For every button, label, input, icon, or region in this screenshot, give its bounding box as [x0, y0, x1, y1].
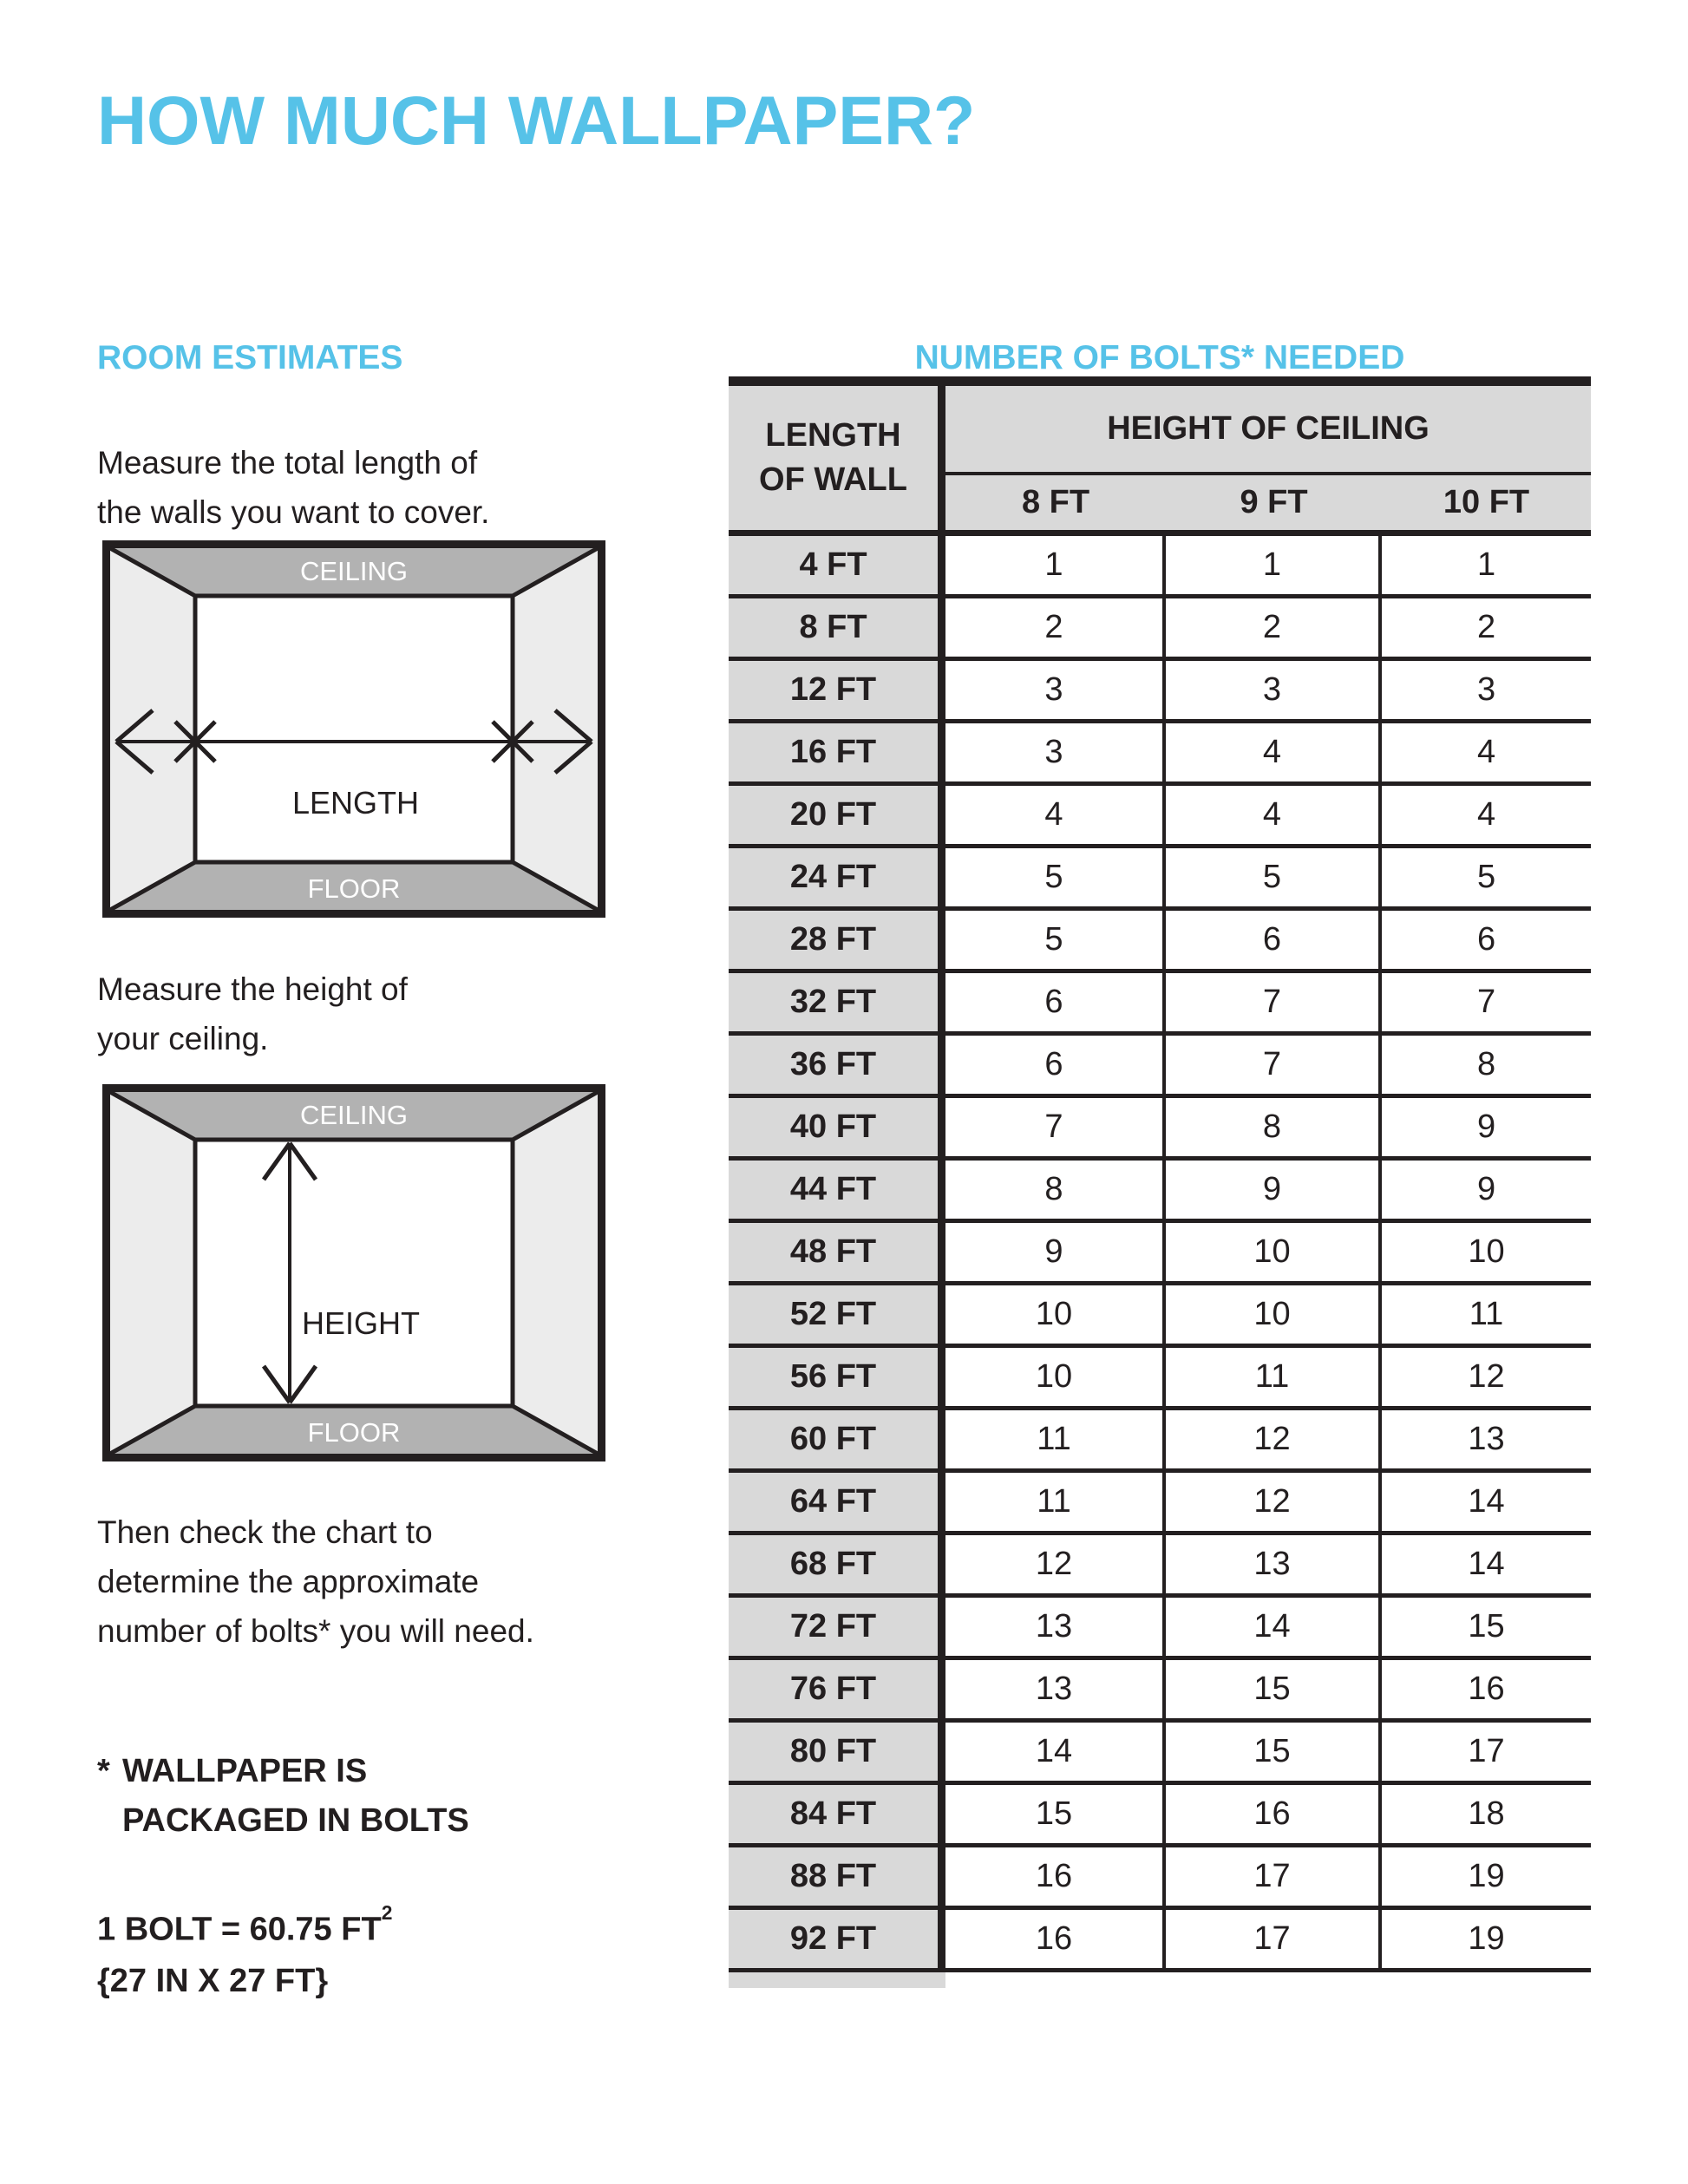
bolts-10ft-cell: 10 [1382, 1223, 1591, 1285]
bolts-8ft-cell: 6 [945, 1036, 1166, 1098]
bolts-8ft-cell: 3 [945, 723, 1166, 786]
bolts-10ft-cell: 5 [1382, 848, 1591, 911]
wall-length-cell: 32 FT [729, 973, 945, 1036]
table-row [729, 848, 1591, 911]
bolts-8ft-cell: 10 [945, 1348, 1166, 1410]
wall-length-cell: 60 FT [729, 1410, 945, 1473]
bolts-9ft-cell: 15 [1166, 1660, 1382, 1723]
bolts-9ft-cell: 17 [1166, 1910, 1382, 1972]
bolts-10ft-cell: 17 [1382, 1723, 1591, 1785]
bolts-needed-heading: NUMBER OF BOLTS* NEEDED [914, 339, 1405, 376]
bolts-10ft-cell: 8 [1382, 1036, 1591, 1098]
bolts-8ft-cell: 13 [945, 1598, 1166, 1660]
table-row [729, 786, 1591, 848]
bolts-9ft-cell: 10 [1166, 1285, 1382, 1348]
bolts-9ft-cell: 7 [1166, 1036, 1382, 1098]
bolts-8ft-cell: 4 [945, 786, 1166, 848]
wall-length-cell: 16 FT [729, 723, 945, 786]
header-line: LENGTH [765, 417, 901, 454]
length-label: LENGTH [291, 785, 420, 821]
wall-length-cell: 44 FT [729, 1161, 945, 1223]
room-estimates-heading: ROOM ESTIMATES [97, 339, 403, 376]
wall-length-cell: 8 FT [729, 598, 945, 661]
ceiling-label: CEILING [299, 556, 409, 586]
bolts-10ft-cell: 12 [1382, 1348, 1591, 1410]
bolts-10ft-cell: 19 [1382, 1847, 1591, 1910]
bolts-10ft-cell: 14 [1382, 1535, 1591, 1598]
paragraph-line: determine the approximate [97, 1564, 480, 1599]
table-row [729, 1535, 1591, 1598]
bolts-table-container [729, 376, 1591, 1988]
bolts-8ft-cell: 7 [945, 1098, 1166, 1161]
wall-length-cell: 56 FT [729, 1348, 945, 1410]
wall-length-cell: 68 FT [729, 1535, 945, 1598]
ceiling-10ft-header: 10 FT [1382, 475, 1591, 536]
footnote-line [97, 1747, 469, 1796]
bolts-10ft-cell: 2 [1382, 598, 1591, 661]
footnote-line: PACKAGED IN BOLTS [122, 1802, 469, 1839]
table-row [729, 598, 1591, 661]
bolts-8ft-cell: 16 [945, 1847, 1166, 1910]
bolts-9ft-cell: 10 [1166, 1223, 1382, 1285]
bolt-equation-text: 1 BOLT = 60.75 FT [97, 1911, 382, 1948]
bolts-9ft-cell: 17 [1166, 1847, 1382, 1910]
back-wall [195, 1140, 513, 1406]
paragraph-line: the walls you want to cover. [97, 494, 490, 530]
table-row [729, 1785, 1591, 1847]
bolt-dimensions: {27 IN X 27 FT} [97, 1962, 329, 1999]
paragraph-line: your ceiling. [97, 1021, 269, 1056]
squared-superscript: 2 [381, 1900, 393, 1924]
bolts-8ft-cell: 1 [945, 536, 1166, 598]
height-of-ceiling-header: HEIGHT OF CEILING [945, 386, 1591, 475]
bolts-8ft-cell: 8 [945, 1161, 1166, 1223]
room-length-diagram [102, 540, 605, 918]
bolts-8ft-cell: 3 [945, 661, 1166, 723]
bolts-9ft-cell: 11 [1166, 1348, 1382, 1410]
bolts-10ft-cell: 11 [1382, 1285, 1591, 1348]
wall-length-cell: 48 FT [729, 1223, 945, 1285]
wall-length-cell: 40 FT [729, 1098, 945, 1161]
back-wall [195, 596, 513, 862]
table-row [729, 1473, 1591, 1535]
bolt-size-info [97, 1896, 392, 2007]
ceiling-8ft-header: 8 FT [945, 475, 1166, 536]
bolts-8ft-cell: 9 [945, 1223, 1166, 1285]
floor-label: FLOOR [307, 1417, 401, 1448]
ceiling-9ft-header: 9 FT [1166, 475, 1382, 536]
table-row [729, 536, 1591, 598]
bolts-9ft-cell: 13 [1166, 1535, 1382, 1598]
bolts-9ft-cell: 1 [1166, 536, 1382, 598]
table-row [729, 661, 1591, 723]
table-row [729, 1223, 1591, 1285]
bolts-8ft-cell: 10 [945, 1285, 1166, 1348]
wall-length-cell: 64 FT [729, 1473, 945, 1535]
bolts-8ft-cell: 14 [945, 1723, 1166, 1785]
bolts-10ft-cell: 9 [1382, 1098, 1591, 1161]
bolts-9ft-cell: 12 [1166, 1473, 1382, 1535]
table-row [729, 1723, 1591, 1785]
bolts-10ft-cell: 9 [1382, 1161, 1591, 1223]
measure-length-paragraph [97, 438, 489, 537]
bolt-equation [97, 1896, 392, 1956]
table-row [729, 1660, 1591, 1723]
wall-length-cell: 28 FT [729, 911, 945, 973]
measure-height-paragraph [97, 964, 408, 1063]
bolts-9ft-cell: 4 [1166, 723, 1382, 786]
paragraph-line: Then check the chart to [97, 1514, 433, 1550]
wall-length-cell: 4 FT [729, 536, 945, 598]
table-row [729, 723, 1591, 786]
bolts-9ft-cell: 14 [1166, 1598, 1382, 1660]
table-row [729, 911, 1591, 973]
table-row [729, 1847, 1591, 1910]
wall-length-cell: 72 FT [729, 1598, 945, 1660]
bolts-10ft-cell: 18 [1382, 1785, 1591, 1847]
bolts-9ft-cell: 2 [1166, 598, 1382, 661]
table-row [729, 1348, 1591, 1410]
table-row [729, 1161, 1591, 1223]
table-row [729, 1285, 1591, 1348]
bolts-9ft-cell: 5 [1166, 848, 1382, 911]
bolts-8ft-cell: 2 [945, 598, 1166, 661]
bolts-10ft-cell: 19 [1382, 1910, 1591, 1972]
wall-length-cell: 84 FT [729, 1785, 945, 1847]
bolts-10ft-cell: 7 [1382, 973, 1591, 1036]
bolts-10ft-cell: 15 [1382, 1598, 1591, 1660]
asterisk-marker: * [97, 1753, 110, 1789]
table-row [729, 973, 1591, 1036]
wall-length-cell: 80 FT [729, 1723, 945, 1785]
wall-length-cell: 76 FT [729, 1660, 945, 1723]
paragraph-line: number of bolts* you will need. [97, 1613, 534, 1649]
bolts-9ft-cell: 12 [1166, 1410, 1382, 1473]
bolts-10ft-cell: 16 [1382, 1660, 1591, 1723]
bolts-8ft-cell: 16 [945, 1910, 1166, 1972]
bolts-8ft-cell: 11 [945, 1410, 1166, 1473]
bolts-10ft-cell: 6 [1382, 911, 1591, 973]
bolts-10ft-cell: 3 [1382, 661, 1591, 723]
bolts-9ft-cell: 6 [1166, 911, 1382, 973]
bolts-8ft-cell: 5 [945, 848, 1166, 911]
table-row [729, 1410, 1591, 1473]
table-row [729, 1098, 1591, 1161]
bolt-footnote [97, 1747, 469, 1846]
bolts-9ft-cell: 4 [1166, 786, 1382, 848]
table-row [729, 1910, 1591, 1972]
table-row [729, 1598, 1591, 1660]
ceiling-label: CEILING [299, 1100, 409, 1130]
paragraph-line: Measure the height of [97, 971, 408, 1007]
page-title: HOW MUCH WALLPAPER? [97, 82, 976, 159]
bolts-9ft-cell: 8 [1166, 1098, 1382, 1161]
floor-label: FLOOR [307, 873, 401, 904]
header-line: OF WALL [759, 461, 907, 498]
length-of-wall-header [729, 386, 945, 536]
paragraph-line: Measure the total length of [97, 445, 478, 481]
bolts-9ft-cell: 16 [1166, 1785, 1382, 1847]
wall-length-cell: 88 FT [729, 1847, 945, 1910]
bolts-10ft-cell: 13 [1382, 1410, 1591, 1473]
bolts-10ft-cell: 4 [1382, 786, 1591, 848]
bolts-9ft-cell: 15 [1166, 1723, 1382, 1785]
bolts-8ft-cell: 11 [945, 1473, 1166, 1535]
bolts-10ft-cell: 1 [1382, 536, 1591, 598]
check-chart-paragraph [97, 1507, 534, 1656]
bolts-9ft-cell: 9 [1166, 1161, 1382, 1223]
bolts-9ft-cell: 7 [1166, 973, 1382, 1036]
cropped-next-row-stub [729, 1972, 945, 1988]
wall-length-cell: 24 FT [729, 848, 945, 911]
bolts-8ft-cell: 6 [945, 973, 1166, 1036]
bolts-8ft-cell: 15 [945, 1785, 1166, 1847]
wall-length-cell: 20 FT [729, 786, 945, 848]
table-row [729, 1036, 1591, 1098]
bolts-8ft-cell: 5 [945, 911, 1166, 973]
bolts-10ft-cell: 14 [1382, 1473, 1591, 1535]
bolts-8ft-cell: 12 [945, 1535, 1166, 1598]
wall-length-cell: 92 FT [729, 1910, 945, 1972]
wall-length-cell: 36 FT [729, 1036, 945, 1098]
wall-length-cell: 12 FT [729, 661, 945, 723]
wall-length-cell: 52 FT [729, 1285, 945, 1348]
room-height-diagram [102, 1084, 605, 1461]
bolts-table [729, 376, 1591, 1972]
bolts-9ft-cell: 3 [1166, 661, 1382, 723]
bolts-8ft-cell: 13 [945, 1660, 1166, 1723]
height-label: HEIGHT [301, 1305, 421, 1341]
footnote-text: WALLPAPER IS [122, 1753, 368, 1789]
bolts-10ft-cell: 4 [1382, 723, 1591, 786]
